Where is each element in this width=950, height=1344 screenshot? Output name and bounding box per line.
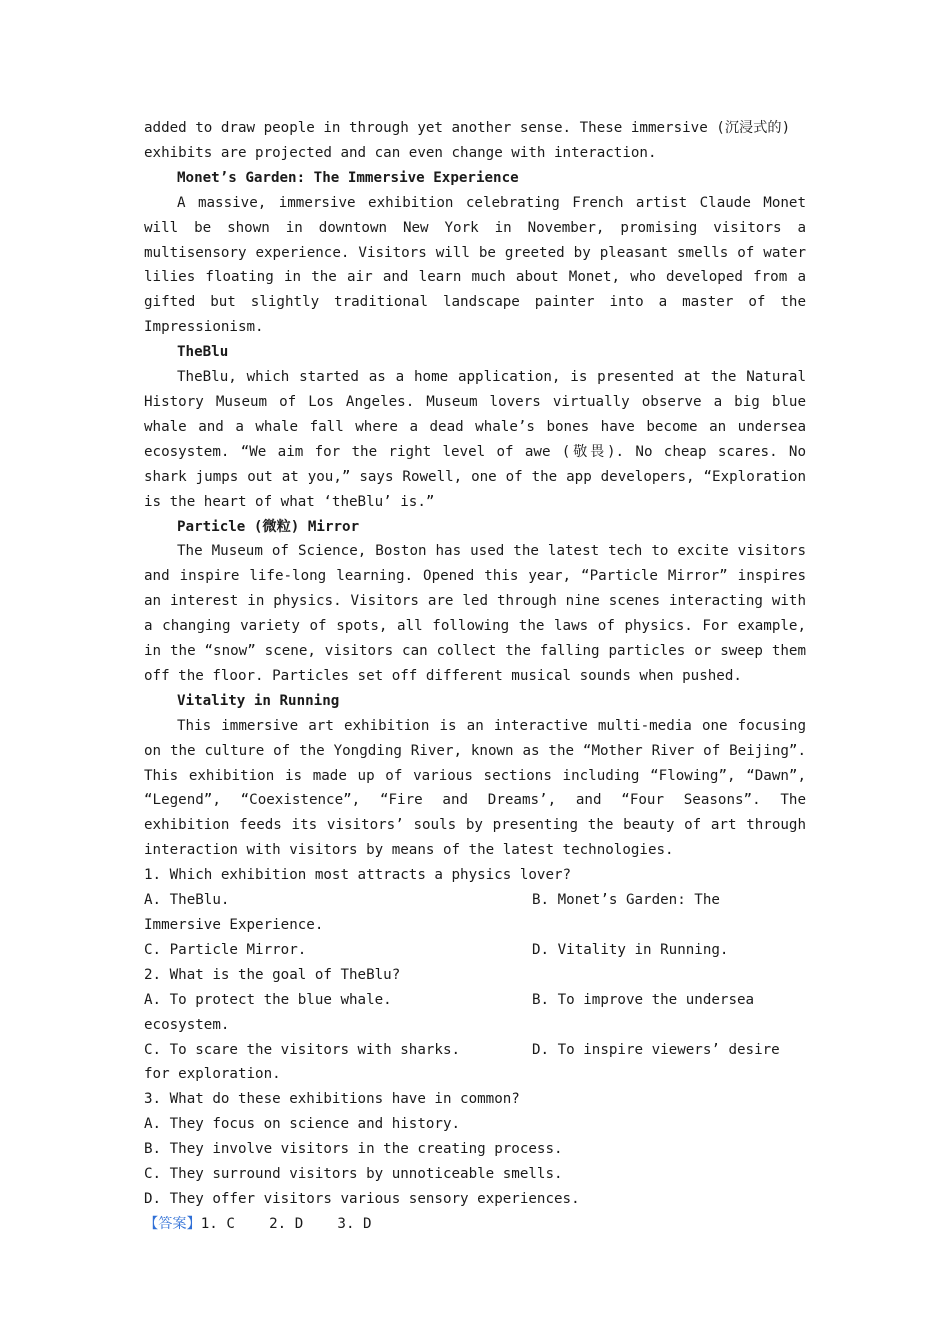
answer-label: 【答案】 [144,1215,201,1232]
question-1-option-b: B. Monet’s Garden: The [532,892,720,909]
question-1-stem: 1. Which exhibition most attracts a physics lover? [144,867,572,884]
question-1-option-c: C. Particle Mirror. [144,941,307,958]
intro-paragraph [144,116,806,166]
intro-line-2: exhibits are projected and can even change with interaction. [144,144,657,161]
question-2-row-ab [144,988,806,1013]
question-2-option-c: C. To scare the visitors with sharks. [144,1041,461,1058]
question-3-option-c: C. They surround visitors by unnoticeable smells. [144,1166,563,1183]
section-heading-particle-mirror: Particle (微粒) Mirror [177,518,360,535]
question-2-option-d: D. To inspire viewers’ desire [532,1041,780,1058]
intro-line-1: added to draw people in through yet another sense. These immersive (沉浸式的) [144,120,791,136]
question-2-option-d-continued: for exploration. [144,1066,281,1083]
section-body-monet: A massive, immersive exhibition celebrating French artist Claude Monet will be shown in downtown New York in November, promising visitors a multisensory experience. Visitors will be greeted by pleasant smells of water lilies floating in the air and learn much about Monet, who developed from a gifted but slightly traditional landscape painter into a master of the Impressionism. [144,194,806,336]
question-1-row-ab [144,888,806,913]
question-3-stem: 3. What do these exhibitions have in common? [144,1091,520,1108]
question-2-option-b-continued: ecosystem. [144,1016,230,1033]
section-heading-vitality: Vitality in Running [177,692,340,709]
section-body-particle-mirror: The Museum of Science, Boston has used the latest tech to excite visitors and inspire life-long learning. Opened this year, “Particle Mirror” inspires an interest in physics. Visitors are led through nine scenes interacting with a changing variety of spots, all following the laws of physics. For example, in the “snow” scene, visitors can collect the falling particles or sweep them off the floor. Particles set off different musical sounds when pushed. [144,543,806,684]
question-1-row-cd [144,938,806,963]
document-page [144,116,806,1237]
question-2-option-b: B. To improve the undersea [532,991,755,1008]
section-body-vitality: This immersive art exhibition is an interactive multi-media one focusing on the culture of the Yongding River, known as the “Mother River of Beijing”. This exhibition is made up of various sections including “Flowing”, “Dawn”, “Legend”, “Coexistence”, “Fire and Dreams’, and “Four Seasons”. The exhibition feeds its visitors’ souls by presenting the beauty of art through interaction with visitors by means of the latest technologies. [144,717,806,859]
section-heading-monet: Monet’s Garden: The Immersive Experience [177,169,519,186]
answer-text: 1. C 2. D 3. D [200,1215,372,1232]
section-heading-theblu: TheBlu [177,344,229,361]
answer-line [144,1212,806,1237]
question-2-row-cd [144,1038,806,1063]
question-1-option-d: D. Vitality in Running. [532,941,729,958]
question-3-option-b: B. They involve visitors in the creating process. [144,1141,563,1158]
section-body-theblu: TheBlu, which started as a home application, is presented at the Natural History Museum of Los Angeles. Museum lovers virtually observe a big blue whale and a whale fall where a dead whale’s bones have become an undersea ecosystem. “We aim for the right level of awe (敬畏). No cheap scares. No shark jumps out at you,” says Rowell, one of the app developers, “Exploration is the heart of what ‘theBlu’ is.” [144,369,806,510]
question-3-option-d: D. They offer visitors various sensory experiences. [144,1190,580,1207]
question-3-option-a: A. They focus on science and history. [144,1116,461,1133]
question-2-stem: 2. What is the goal of TheBlu? [144,966,401,983]
question-1-option-a: A. TheBlu. [144,892,230,909]
question-1-option-b-continued: Immersive Experience. [144,917,324,933]
question-2-option-a: A. To protect the blue whale. [144,991,392,1008]
